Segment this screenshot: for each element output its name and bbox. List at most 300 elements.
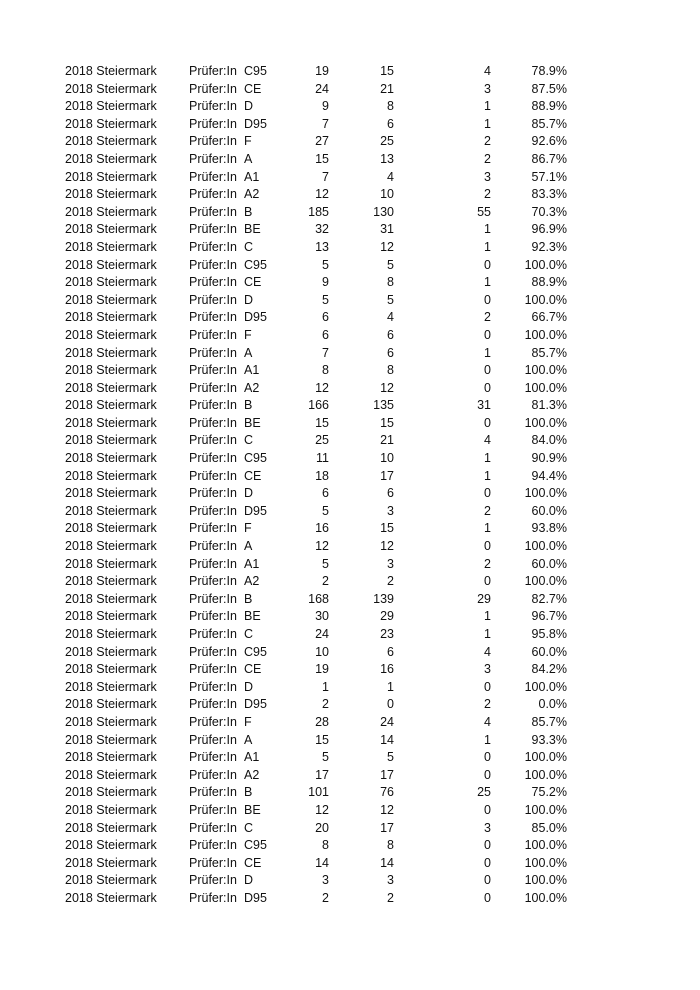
passed-count-cell: 139	[373, 591, 394, 606]
failed-count-cell: 0	[484, 539, 491, 554]
passed-count-cell: 3	[387, 556, 394, 571]
total-count-cell: 6	[322, 486, 329, 501]
license-class-cell: D95	[244, 116, 267, 131]
passed-count-cell: 25	[380, 134, 394, 149]
examiner-role-cell: Prüfer:In	[189, 750, 237, 765]
year-region-cell: 2018 Steiermark	[65, 644, 157, 659]
examiner-role-cell: Prüfer:In	[189, 433, 237, 448]
table-row	[0, 362, 700, 380]
passed-count-cell: 13	[380, 151, 394, 166]
license-class-cell: A	[244, 151, 253, 166]
year-region-cell: 2018 Steiermark	[65, 222, 157, 237]
examiner-role-cell: Prüfer:In	[189, 239, 237, 254]
pass-rate-cell: 100.0%	[524, 679, 567, 694]
year-region-cell: 2018 Steiermark	[65, 239, 157, 254]
passed-count-cell: 8	[387, 838, 394, 853]
examiner-role-cell: Prüfer:In	[189, 486, 237, 501]
total-count-cell: 5	[322, 292, 329, 307]
table-row	[0, 820, 700, 838]
pass-rate-cell: 100.0%	[524, 292, 567, 307]
table-row	[0, 204, 700, 222]
examiner-role-cell: Prüfer:In	[189, 187, 237, 202]
passed-count-cell: 8	[387, 363, 394, 378]
passed-count-cell: 4	[387, 169, 394, 184]
table-row	[0, 239, 700, 257]
table-row	[0, 573, 700, 591]
pass-rate-cell: 60.0%	[531, 644, 567, 659]
passed-count-cell: 17	[380, 767, 394, 782]
total-count-cell: 16	[315, 521, 329, 536]
total-count-cell: 5	[322, 503, 329, 518]
passed-count-cell: 5	[387, 750, 394, 765]
table-row	[0, 679, 700, 697]
table-row	[0, 802, 700, 820]
table-row	[0, 468, 700, 486]
year-region-cell: 2018 Steiermark	[65, 486, 157, 501]
passed-count-cell: 6	[387, 345, 394, 360]
license-class-cell: A1	[244, 363, 260, 378]
passed-count-cell: 130	[373, 204, 394, 219]
year-region-cell: 2018 Steiermark	[65, 204, 157, 219]
year-region-cell: 2018 Steiermark	[65, 521, 157, 536]
examiner-role-cell: Prüfer:In	[189, 609, 237, 624]
table-row	[0, 696, 700, 714]
failed-count-cell: 31	[477, 398, 491, 413]
failed-count-cell: 0	[484, 257, 491, 272]
failed-count-cell: 1	[484, 521, 491, 536]
year-region-cell: 2018 Steiermark	[65, 873, 157, 888]
examiner-role-cell: Prüfer:In	[189, 398, 237, 413]
table-row	[0, 714, 700, 732]
failed-count-cell: 0	[484, 750, 491, 765]
total-count-cell: 25	[315, 433, 329, 448]
table-row	[0, 432, 700, 450]
license-class-cell: D95	[244, 503, 267, 518]
total-count-cell: 5	[322, 750, 329, 765]
table-row	[0, 257, 700, 275]
passed-count-cell: 24	[380, 714, 394, 729]
examiner-role-cell: Prüfer:In	[189, 574, 237, 589]
year-region-cell: 2018 Steiermark	[65, 81, 157, 96]
year-region-cell: 2018 Steiermark	[65, 64, 157, 78]
total-count-cell: 12	[315, 539, 329, 554]
passed-count-cell: 0	[387, 697, 394, 712]
passed-count-cell: 8	[387, 275, 394, 290]
pass-rate-cell: 100.0%	[524, 486, 567, 501]
failed-count-cell: 4	[484, 644, 491, 659]
examiner-role-cell: Prüfer:In	[189, 275, 237, 290]
pass-rate-cell: 100.0%	[524, 855, 567, 870]
failed-count-cell: 1	[484, 116, 491, 131]
total-count-cell: 2	[322, 574, 329, 589]
pass-rate-cell: 84.0%	[531, 433, 567, 448]
total-count-cell: 28	[315, 714, 329, 729]
examiner-role-cell: Prüfer:In	[189, 873, 237, 888]
examiner-role-cell: Prüfer:In	[189, 521, 237, 536]
passed-count-cell: 14	[380, 732, 394, 747]
table-row	[0, 397, 700, 415]
license-class-cell: A2	[244, 574, 260, 589]
examiner-role-cell: Prüfer:In	[189, 327, 237, 342]
total-count-cell: 6	[322, 327, 329, 342]
total-count-cell: 12	[315, 802, 329, 817]
failed-count-cell: 1	[484, 468, 491, 483]
pass-rate-cell: 57.1%	[531, 169, 567, 184]
year-region-cell: 2018 Steiermark	[65, 257, 157, 272]
failed-count-cell: 0	[484, 767, 491, 782]
table-row	[0, 626, 700, 644]
pass-rate-cell: 100.0%	[524, 539, 567, 554]
year-region-cell: 2018 Steiermark	[65, 99, 157, 114]
year-region-cell: 2018 Steiermark	[65, 591, 157, 606]
examiner-role-cell: Prüfer:In	[189, 169, 237, 184]
failed-count-cell: 2	[484, 310, 491, 325]
pass-rate-cell: 75.2%	[531, 785, 567, 800]
license-class-cell: D	[244, 292, 254, 307]
year-region-cell: 2018 Steiermark	[65, 503, 157, 518]
failed-count-cell: 0	[484, 486, 491, 501]
examiner-role-cell: Prüfer:In	[189, 838, 237, 853]
failed-count-cell: 2	[484, 151, 491, 166]
license-class-cell: D95	[244, 890, 267, 905]
pass-rate-cell: 86.7%	[531, 151, 567, 166]
total-count-cell: 30	[315, 609, 329, 624]
total-count-cell: 10	[315, 644, 329, 659]
examiner-role-cell: Prüfer:In	[189, 890, 237, 905]
total-count-cell: 24	[315, 627, 329, 641]
license-class-cell: C	[244, 433, 254, 448]
passed-count-cell: 5	[387, 292, 394, 307]
passed-count-cell: 6	[387, 486, 394, 501]
year-region-cell: 2018 Steiermark	[65, 714, 157, 729]
failed-count-cell: 2	[484, 503, 491, 518]
year-region-cell: 2018 Steiermark	[65, 151, 157, 166]
year-region-cell: 2018 Steiermark	[65, 838, 157, 853]
passed-count-cell: 23	[380, 627, 394, 641]
license-class-cell: D	[244, 679, 254, 694]
table-row	[0, 415, 700, 433]
examiner-role-cell: Prüfer:In	[189, 204, 237, 219]
failed-count-cell: 3	[484, 662, 491, 677]
examiner-role-cell: Prüfer:In	[189, 820, 237, 835]
passed-count-cell: 6	[387, 116, 394, 131]
passed-count-cell: 29	[380, 609, 394, 624]
table-row	[0, 890, 700, 908]
failed-count-cell: 3	[484, 169, 491, 184]
pass-rate-cell: 70.3%	[531, 204, 567, 219]
pass-rate-cell: 100.0%	[524, 327, 567, 342]
table-row	[0, 855, 700, 873]
failed-count-cell: 0	[484, 873, 491, 888]
pass-rate-cell: 60.0%	[531, 556, 567, 571]
failed-count-cell: 1	[484, 275, 491, 290]
pass-rate-cell: 92.6%	[531, 134, 567, 149]
table-row	[0, 380, 700, 398]
year-region-cell: 2018 Steiermark	[65, 539, 157, 554]
year-region-cell: 2018 Steiermark	[65, 609, 157, 624]
pass-rate-cell: 93.3%	[531, 732, 567, 747]
pass-rate-cell: 100.0%	[524, 363, 567, 378]
failed-count-cell: 0	[484, 292, 491, 307]
total-count-cell: 8	[322, 363, 329, 378]
table-row	[0, 520, 700, 538]
failed-count-cell: 4	[484, 64, 491, 78]
year-region-cell: 2018 Steiermark	[65, 855, 157, 870]
passed-count-cell: 31	[380, 222, 394, 237]
examiner-role-cell: Prüfer:In	[189, 732, 237, 747]
total-count-cell: 17	[315, 767, 329, 782]
table-row	[0, 274, 700, 292]
table-row	[0, 485, 700, 503]
license-class-cell: BE	[244, 415, 261, 430]
examiner-role-cell: Prüfer:In	[189, 503, 237, 518]
failed-count-cell: 2	[484, 556, 491, 571]
total-count-cell: 19	[315, 64, 329, 78]
license-class-cell: C95	[244, 64, 267, 78]
total-count-cell: 166	[308, 398, 329, 413]
failed-count-cell: 0	[484, 838, 491, 853]
total-count-cell: 12	[315, 380, 329, 395]
license-class-cell: CE	[244, 855, 262, 870]
failed-count-cell: 2	[484, 697, 491, 712]
examiner-role-cell: Prüfer:In	[189, 468, 237, 483]
examiner-role-cell: Prüfer:In	[189, 662, 237, 677]
failed-count-cell: 1	[484, 99, 491, 114]
year-region-cell: 2018 Steiermark	[65, 468, 157, 483]
pass-rate-cell: 82.7%	[531, 591, 567, 606]
pass-rate-cell: 0.0%	[538, 697, 567, 712]
year-region-cell: 2018 Steiermark	[65, 820, 157, 835]
license-class-cell: A1	[244, 556, 260, 571]
total-count-cell: 7	[322, 169, 329, 184]
pass-rate-cell: 92.3%	[531, 239, 567, 254]
total-count-cell: 7	[322, 345, 329, 360]
total-count-cell: 15	[315, 732, 329, 747]
year-region-cell: 2018 Steiermark	[65, 345, 157, 360]
passed-count-cell: 16	[380, 662, 394, 677]
table-row	[0, 309, 700, 327]
total-count-cell: 2	[322, 697, 329, 712]
failed-count-cell: 2	[484, 134, 491, 149]
examiner-role-cell: Prüfer:In	[189, 767, 237, 782]
license-class-cell: F	[244, 714, 252, 729]
table-row	[0, 591, 700, 609]
year-region-cell: 2018 Steiermark	[65, 415, 157, 430]
license-class-cell: CE	[244, 275, 262, 290]
license-class-cell: A	[244, 539, 253, 554]
pass-rate-cell: 85.7%	[531, 345, 567, 360]
failed-count-cell: 0	[484, 679, 491, 694]
passed-count-cell: 4	[387, 310, 394, 325]
passed-count-cell: 10	[380, 187, 394, 202]
passed-count-cell: 2	[387, 574, 394, 589]
passed-count-cell: 15	[380, 64, 394, 78]
passed-count-cell: 17	[380, 820, 394, 835]
examiner-role-cell: Prüfer:In	[189, 415, 237, 430]
table-row	[0, 98, 700, 116]
year-region-cell: 2018 Steiermark	[65, 275, 157, 290]
pass-rate-cell: 100.0%	[524, 802, 567, 817]
pass-rate-cell: 85.0%	[531, 820, 567, 835]
pass-rate-cell: 60.0%	[531, 503, 567, 518]
license-class-cell: B	[244, 204, 253, 219]
examiner-role-cell: Prüfer:In	[189, 591, 237, 606]
total-count-cell: 27	[315, 134, 329, 149]
license-class-cell: CE	[244, 81, 262, 96]
failed-count-cell: 3	[484, 81, 491, 96]
year-region-cell: 2018 Steiermark	[65, 310, 157, 325]
year-region-cell: 2018 Steiermark	[65, 785, 157, 800]
year-region-cell: 2018 Steiermark	[65, 451, 157, 466]
failed-count-cell: 25	[477, 785, 491, 800]
pass-rate-cell: 94.4%	[531, 468, 567, 483]
license-class-cell: F	[244, 521, 252, 536]
total-count-cell: 13	[315, 239, 329, 254]
pass-rate-cell: 100.0%	[524, 750, 567, 765]
year-region-cell: 2018 Steiermark	[65, 697, 157, 712]
year-region-cell: 2018 Steiermark	[65, 802, 157, 817]
table-row	[0, 151, 700, 169]
table-row	[0, 767, 700, 785]
total-count-cell: 18	[315, 468, 329, 483]
table-row	[0, 169, 700, 187]
year-region-cell: 2018 Steiermark	[65, 890, 157, 905]
examiner-role-cell: Prüfer:In	[189, 222, 237, 237]
year-region-cell: 2018 Steiermark	[65, 750, 157, 765]
pass-rate-cell: 100.0%	[524, 890, 567, 905]
table-row	[0, 749, 700, 767]
failed-count-cell: 0	[484, 327, 491, 342]
examiner-role-cell: Prüfer:In	[189, 785, 237, 800]
failed-count-cell: 1	[484, 732, 491, 747]
examiner-role-cell: Prüfer:In	[189, 292, 237, 307]
passed-count-cell: 17	[380, 468, 394, 483]
total-count-cell: 7	[322, 116, 329, 131]
examiner-role-cell: Prüfer:In	[189, 802, 237, 817]
license-class-cell: BE	[244, 222, 261, 237]
passed-count-cell: 12	[380, 380, 394, 395]
table-row	[0, 837, 700, 855]
table-row	[0, 608, 700, 626]
examiner-role-cell: Prüfer:In	[189, 644, 237, 659]
year-region-cell: 2018 Steiermark	[65, 363, 157, 378]
passed-count-cell: 3	[387, 503, 394, 518]
total-count-cell: 8	[322, 838, 329, 853]
license-class-cell: A2	[244, 767, 260, 782]
license-class-cell: A2	[244, 187, 260, 202]
pass-rate-cell: 100.0%	[524, 767, 567, 782]
table-row	[0, 345, 700, 363]
license-class-cell: D95	[244, 310, 267, 325]
failed-count-cell: 2	[484, 187, 491, 202]
table-row	[0, 732, 700, 750]
year-region-cell: 2018 Steiermark	[65, 679, 157, 694]
passed-count-cell: 2	[387, 890, 394, 905]
license-class-cell: B	[244, 785, 253, 800]
license-class-cell: C95	[244, 451, 267, 466]
pass-rate-cell: 84.2%	[531, 662, 567, 677]
failed-count-cell: 0	[484, 802, 491, 817]
total-count-cell: 5	[322, 556, 329, 571]
total-count-cell: 185	[308, 204, 329, 219]
examiner-role-cell: Prüfer:In	[189, 257, 237, 272]
license-class-cell: C95	[244, 838, 267, 853]
failed-count-cell: 29	[477, 591, 491, 606]
failed-count-cell: 4	[484, 433, 491, 448]
total-count-cell: 32	[315, 222, 329, 237]
pass-rate-cell: 96.9%	[531, 222, 567, 237]
year-region-cell: 2018 Steiermark	[65, 433, 157, 448]
license-class-cell: D95	[244, 697, 267, 712]
passed-count-cell: 135	[373, 398, 394, 413]
table-row	[0, 503, 700, 521]
failed-count-cell: 0	[484, 855, 491, 870]
license-class-cell: C95	[244, 257, 267, 272]
year-region-cell: 2018 Steiermark	[65, 574, 157, 589]
failed-count-cell: 1	[484, 627, 491, 641]
total-count-cell: 3	[322, 873, 329, 888]
examiner-role-cell: Prüfer:In	[189, 556, 237, 571]
passed-count-cell: 8	[387, 99, 394, 114]
passed-count-cell: 12	[380, 802, 394, 817]
year-region-cell: 2018 Steiermark	[65, 398, 157, 413]
license-class-cell: D	[244, 873, 254, 888]
year-region-cell: 2018 Steiermark	[65, 169, 157, 184]
examiner-role-cell: Prüfer:In	[189, 64, 237, 78]
passed-count-cell: 12	[380, 239, 394, 254]
passed-count-cell: 3	[387, 873, 394, 888]
license-class-cell: C	[244, 820, 254, 835]
table-row	[0, 186, 700, 204]
pass-rate-cell: 93.8%	[531, 521, 567, 536]
examiner-role-cell: Prüfer:In	[189, 363, 237, 378]
pass-rate-cell: 87.5%	[531, 81, 567, 96]
year-region-cell: 2018 Steiermark	[65, 292, 157, 307]
passed-count-cell: 1	[387, 679, 394, 694]
table-row	[0, 221, 700, 239]
failed-count-cell: 0	[484, 415, 491, 430]
passed-count-cell: 21	[380, 433, 394, 448]
passed-count-cell: 6	[387, 644, 394, 659]
examiner-role-cell: Prüfer:In	[189, 451, 237, 466]
total-count-cell: 6	[322, 310, 329, 325]
pass-rate-cell: 100.0%	[524, 415, 567, 430]
passed-count-cell: 6	[387, 327, 394, 342]
table-row	[0, 116, 700, 134]
examiner-role-cell: Prüfer:In	[189, 697, 237, 712]
passed-count-cell: 76	[380, 785, 394, 800]
table-row	[0, 644, 700, 662]
failed-count-cell: 1	[484, 239, 491, 254]
license-class-cell: D	[244, 99, 254, 114]
pass-rate-cell: 66.7%	[531, 310, 567, 325]
total-count-cell: 9	[322, 275, 329, 290]
table-row	[0, 538, 700, 556]
failed-count-cell: 0	[484, 890, 491, 905]
failed-count-cell: 1	[484, 451, 491, 466]
total-count-cell: 101	[308, 785, 329, 800]
examiner-role-cell: Prüfer:In	[189, 380, 237, 395]
failed-count-cell: 3	[484, 820, 491, 835]
failed-count-cell: 0	[484, 574, 491, 589]
table-row	[0, 784, 700, 802]
passed-count-cell: 12	[380, 539, 394, 554]
license-class-cell: CE	[244, 662, 262, 677]
table-row	[0, 556, 700, 574]
year-region-cell: 2018 Steiermark	[65, 767, 157, 782]
pass-rate-cell: 95.8%	[531, 627, 567, 641]
year-region-cell: 2018 Steiermark	[65, 662, 157, 677]
